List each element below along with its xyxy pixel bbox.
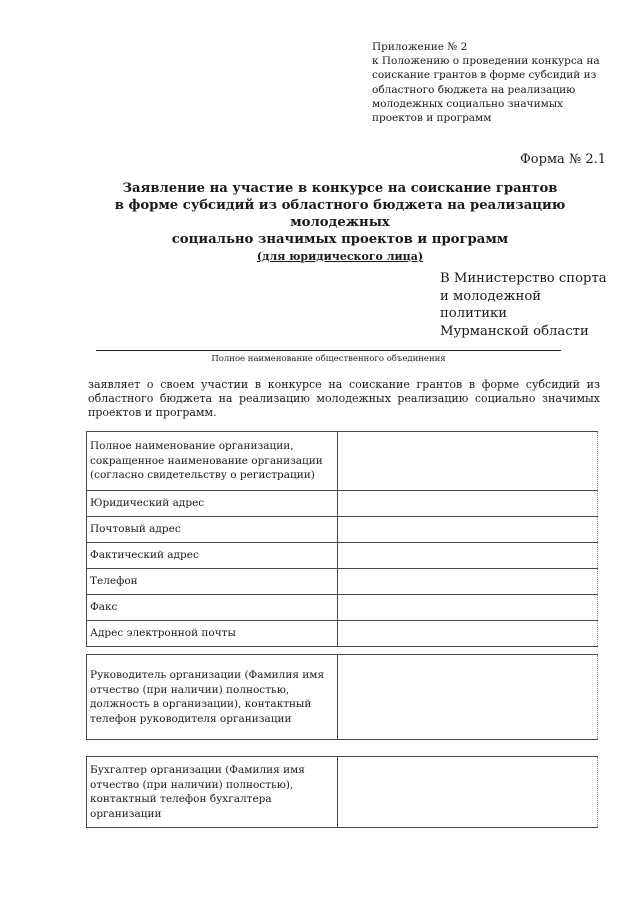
- table-spacer: [87, 740, 598, 757]
- field-value-director[interactable]: [338, 655, 598, 740]
- title-line: в форме субсидий из областного бюджета на реализацию молодежных: [114, 198, 566, 230]
- application-form-table: [86, 431, 598, 828]
- field-label-fax: Факс: [87, 595, 338, 621]
- org-name-caption: Полное наименование общественного объединения: [211, 354, 446, 364]
- recipient-block: [440, 270, 610, 340]
- appendix-line: молодежных социально значимых: [372, 97, 564, 110]
- spacer-cell: [87, 647, 598, 655]
- field-label-director: Руководитель организации (Фамилия имя отчество (при наличии) полностью, должность в организации), контактный телефон руководителя организации: [87, 655, 338, 740]
- table-spacer: [87, 647, 598, 655]
- field-label-email: Адрес электронной почты: [87, 621, 338, 647]
- spacer-cell: [87, 740, 598, 757]
- table-row: [87, 432, 598, 491]
- title-line: Заявление на участие в конкурсе на соискание грантов: [122, 181, 558, 196]
- field-label-phone: Телефон: [87, 569, 338, 595]
- table-row: [87, 655, 598, 740]
- title-line: социально значимых проектов и программ: [171, 232, 509, 247]
- field-value-legal-address[interactable]: [338, 491, 598, 517]
- table-row: [87, 491, 598, 517]
- appendix-line: проектов и программ: [372, 112, 492, 125]
- field-label-postal-address: Почтовый адрес: [87, 517, 338, 543]
- statement-text: заявляет о своем участии в конкурсе на соискание грантов в форме субсидий из областного бюджета на реализацию молодежных реализацию социально значимых проектов и программ.: [88, 378, 600, 419]
- field-label-legal-address: Юридический адрес: [87, 491, 338, 517]
- table-row: [87, 621, 598, 647]
- field-value-actual-address[interactable]: [338, 543, 598, 569]
- title-subtitle: (для юридического лица): [256, 250, 424, 263]
- field-value-org-name[interactable]: [338, 432, 598, 491]
- org-name-blank-line[interactable]: [96, 350, 561, 351]
- field-label-actual-address: Фактический адрес: [87, 543, 338, 569]
- recipient-line: Мурманской области: [440, 323, 589, 339]
- field-value-email[interactable]: [338, 621, 598, 647]
- form-number: Форма № 2.1: [520, 152, 607, 167]
- appendix-line: к Положению о проведении конкурса на: [372, 55, 600, 68]
- table-row: [87, 517, 598, 543]
- table-row: [87, 543, 598, 569]
- appendix-line: областного бюджета на реализацию: [372, 83, 576, 96]
- appendix-line: Приложение № 2: [372, 41, 468, 53]
- appendix-note: [372, 40, 610, 125]
- field-value-accountant[interactable]: [338, 757, 598, 828]
- field-label-org-name: Полное наименование организации, сокращенное наименование организации (согласно свидетельству о регистрации): [87, 432, 338, 491]
- recipient-line: В Министерство спорта: [440, 271, 607, 286]
- field-value-fax[interactable]: [338, 595, 598, 621]
- recipient-line: и молодежной политики: [440, 288, 542, 321]
- table-row: [87, 569, 598, 595]
- field-label-accountant: Бухгалтер организации (Фамилия имя отчество (при наличии) полностью), контактный телефон бухгалтера организации: [87, 757, 338, 828]
- field-value-phone[interactable]: [338, 569, 598, 595]
- document-title: [90, 180, 590, 265]
- table-row: [87, 757, 598, 828]
- appendix-line: соискание грантов в форме субсидий из: [372, 69, 597, 82]
- table-row: [87, 595, 598, 621]
- field-value-postal-address[interactable]: [338, 517, 598, 543]
